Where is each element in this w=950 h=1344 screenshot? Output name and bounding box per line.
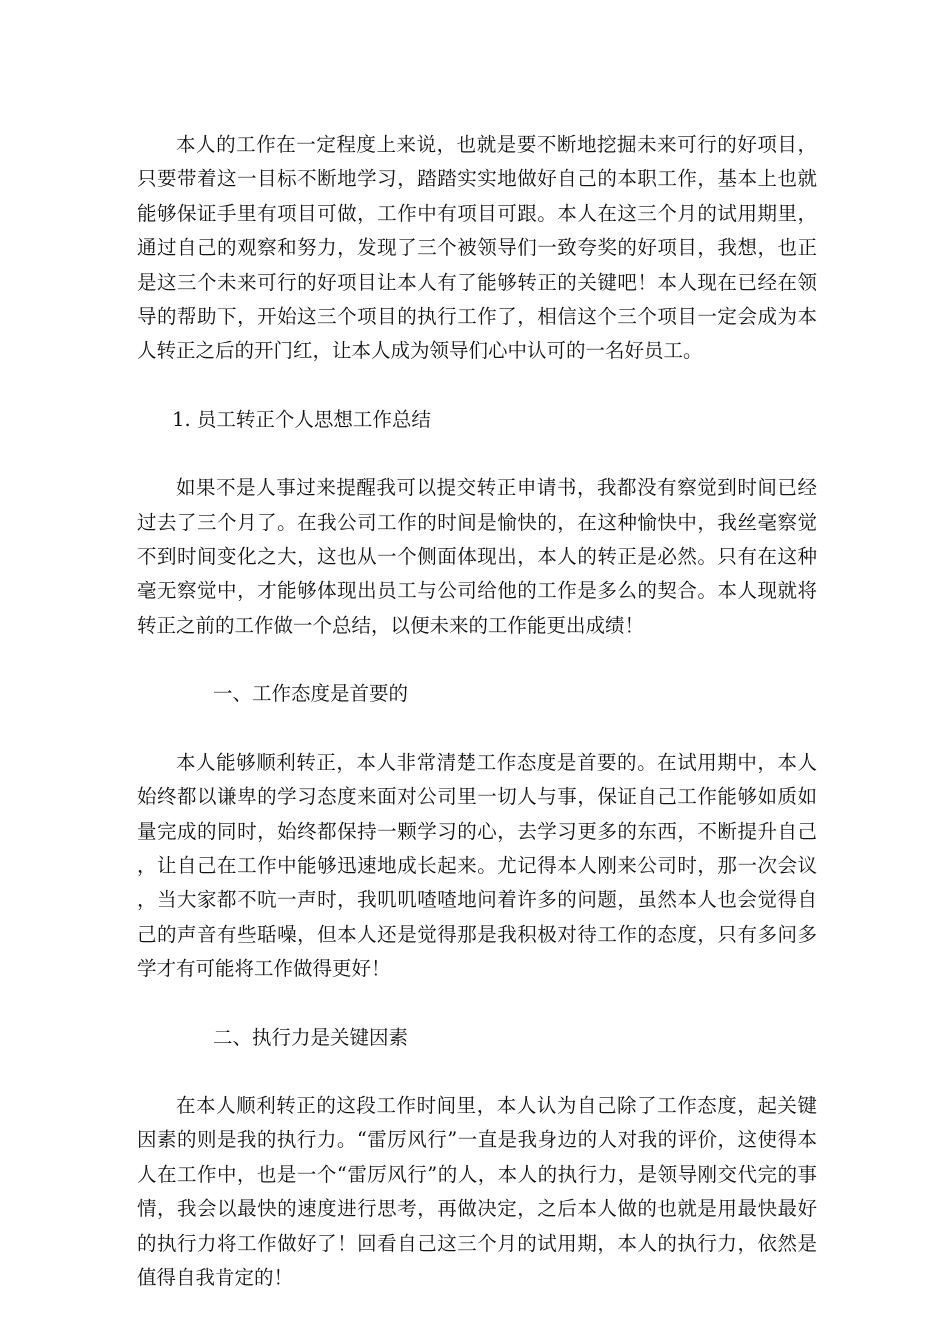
section-heading-1: 1. 员工转正个人思想工作总结 (172, 407, 431, 431)
paragraph-attitude: 本人能够顺利转正，本人非常清楚工作态度是首要的。在试用期中，本人始终都以谦卑的学习态度来面对公司里一切人与事，保证自己工作能够如质如量完成的同时，始终都保持一颗学习的心，去学习更多的东西，不断提升自己，让自己在工作中能够迅速地成长起来。尤记得本人刚来公司时，那一次会议，当大家都不吭一声时，我叽叽喳喳地问着许多的问题，虽然本人也会觉得自己的声音有些聒噪，但本人还是觉得那是我积极对待工作的态度，只有多问多学才有可能将工作做得更好！ (137, 750, 817, 981)
section-heading-attitude: 一、工作态度是首要的 (213, 682, 409, 706)
section-heading-execution: 二、执行力是关键因素 (213, 1025, 409, 1049)
paragraph-intro: 本人的工作在一定程度上来说，也就是要不断地挖掘未来可行的好项目，只要带着这一目标不断地学习，踏踏实实地做好自己的本职工作，基本上也就能够保证手里有项目可做，工作中有项目可跟。本人在这三个月的试用期里，通过自己的观察和努力，发现了三个被领导们一致夸奖的好项目，我想，也正是这三个未来可行的好项目让本人有了能够转正的关键吧！本人现在已经在领导的帮助下，开始这三个项目的执行工作了，相信这个三个项目一定会成为本人转正之后的开门红，让本人成为领导们心中认可的一名好员工。 (137, 133, 817, 363)
document-body (137, 128, 817, 1329)
paragraph-summary: 如果不是人事过来提醒我可以提交转正申请书，我都没有察觉到时间已经过去了三个月了。在我公司工作的时间是愉快的，在这种愉快中，我丝毫察觉不到时间变化之大，这也从一个侧面体现出，本人的转正是必然。只有在这种毫无察觉中，才能够体现出员工与公司给他的工作是多么的契合。本人现就将转正之前的工作做一个总结，以便未来的工作能更出成绩！ (137, 476, 817, 637)
paragraph-execution: 在本人顺利转正的这段工作时间里，本人认为自己除了工作态度，起关键因素的则是我的执行力。“雷厉风行”一直是我身边的人对我的评价，这使得本人在工作中，也是一个“雷厉风行”的人，本人的执行力，是领导刚交代完的事情，我会以最快的速度进行思考，再做决定，之后本人做的也就是用最快最好的执行力将工作做好了！回看自己这三个月的试用期，本人的执行力，依然是值得自我肯定的！ (137, 1093, 817, 1289)
